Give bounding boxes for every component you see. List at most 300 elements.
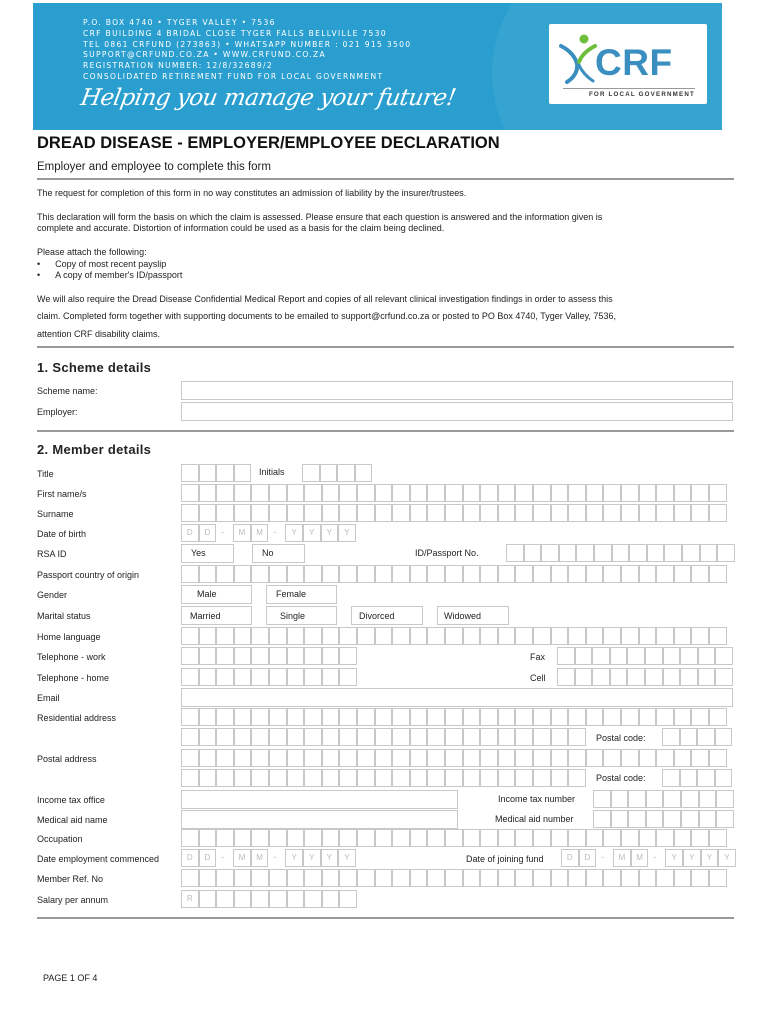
passport-country-cell[interactable] (621, 565, 639, 583)
residential-address-cell[interactable] (181, 728, 199, 746)
surname-cell[interactable] (392, 504, 410, 522)
passport-country-cell[interactable] (427, 565, 445, 583)
telephone-work-cell[interactable] (269, 647, 287, 665)
residential-address-cell[interactable] (603, 708, 621, 726)
member-ref-no-cell[interactable] (463, 869, 481, 887)
first-names-cell[interactable] (216, 484, 234, 502)
postal-address-cell[interactable] (251, 749, 269, 767)
occupation-cell[interactable] (357, 829, 375, 847)
first-names-cell[interactable] (480, 484, 498, 502)
first-names-cell[interactable] (304, 484, 322, 502)
home-language-cell[interactable] (480, 627, 498, 645)
medical-aid-number-cell[interactable] (681, 810, 699, 828)
home-language-cell[interactable] (375, 627, 393, 645)
residential-address-cell[interactable] (498, 708, 516, 726)
postal-address-cell[interactable] (410, 769, 428, 787)
id-passport-cell[interactable] (664, 544, 682, 562)
passport-country-cell[interactable] (216, 565, 234, 583)
postal-address-cell[interactable] (709, 749, 727, 767)
postal-postal-code-cell[interactable] (662, 769, 680, 787)
postal-address-cell[interactable] (199, 769, 217, 787)
residential-address-cell[interactable] (480, 728, 498, 746)
surname-cell[interactable] (568, 504, 586, 522)
postal-address-cell[interactable] (234, 769, 252, 787)
first-names-cell[interactable] (357, 484, 375, 502)
surname-cell[interactable] (586, 504, 604, 522)
date-of-joining-fund-cell[interactable]: Y (701, 849, 719, 867)
rsa-id-yes-option[interactable] (181, 544, 234, 563)
member-ref-no-cell[interactable] (586, 869, 604, 887)
medical-aid-number-cell[interactable] (699, 810, 717, 828)
postal-address-cell[interactable] (463, 749, 481, 767)
surname-cell[interactable] (181, 504, 199, 522)
residential-postal-code-cell[interactable] (697, 728, 715, 746)
home-language-cell[interactable] (586, 627, 604, 645)
residential-address-cell[interactable] (463, 728, 481, 746)
passport-country-cell[interactable] (304, 565, 322, 583)
postal-address-cell[interactable] (533, 749, 551, 767)
residential-address-cell[interactable] (287, 708, 305, 726)
home-language-cell[interactable] (304, 627, 322, 645)
date-employment-commenced-cell[interactable]: D (199, 849, 217, 867)
id-passport-cell[interactable] (524, 544, 542, 562)
occupation-cell[interactable] (639, 829, 657, 847)
income-tax-number-cell[interactable] (663, 790, 681, 808)
occupation-cell[interactable] (375, 829, 393, 847)
id-passport-cell[interactable] (594, 544, 612, 562)
first-names-cell[interactable] (445, 484, 463, 502)
member-ref-no-cell[interactable] (357, 869, 375, 887)
passport-country-cell[interactable] (639, 565, 657, 583)
postal-address-cell[interactable] (568, 769, 586, 787)
first-names-cell[interactable] (586, 484, 604, 502)
date-of-birth-cell[interactable]: M (251, 524, 269, 542)
passport-country-cell[interactable] (691, 565, 709, 583)
telephone-work-cell[interactable] (304, 647, 322, 665)
passport-country-cell[interactable] (251, 565, 269, 583)
salary-cell[interactable] (287, 890, 305, 908)
date-of-birth-cell[interactable]: Y (303, 524, 321, 542)
date-employment-commenced-cell[interactable]: M (233, 849, 251, 867)
postal-address-cell[interactable] (339, 749, 357, 767)
occupation-cell[interactable] (621, 829, 639, 847)
occupation-cell[interactable] (216, 829, 234, 847)
title-cell[interactable] (181, 464, 199, 482)
residential-address-cell[interactable] (322, 728, 340, 746)
date-of-joining-fund-cell[interactable]: D (561, 849, 579, 867)
postal-address-cell[interactable] (287, 769, 305, 787)
cell-number-cell[interactable] (680, 668, 698, 686)
surname-cell[interactable] (234, 504, 252, 522)
home-language-cell[interactable] (621, 627, 639, 645)
postal-address-cell[interactable] (568, 749, 586, 767)
cell-number-cell[interactable] (627, 668, 645, 686)
home-language-cell[interactable] (568, 627, 586, 645)
id-passport-cell[interactable] (576, 544, 594, 562)
member-ref-no-cell[interactable] (375, 869, 393, 887)
first-names-cell[interactable] (322, 484, 340, 502)
home-language-cell[interactable] (463, 627, 481, 645)
salary-cell[interactable]: R (181, 890, 199, 908)
postal-address-cell[interactable] (691, 749, 709, 767)
postal-address-cell[interactable] (427, 769, 445, 787)
surname-cell[interactable] (251, 504, 269, 522)
first-names-cell[interactable] (639, 484, 657, 502)
occupation-cell[interactable] (234, 829, 252, 847)
first-names-cell[interactable] (375, 484, 393, 502)
occupation-cell[interactable] (322, 829, 340, 847)
member-ref-no-cell[interactable] (287, 869, 305, 887)
member-ref-no-cell[interactable] (181, 869, 199, 887)
residential-address-cell[interactable] (533, 728, 551, 746)
occupation-cell[interactable] (568, 829, 586, 847)
surname-cell[interactable] (603, 504, 621, 522)
income-tax-number-cell[interactable] (646, 790, 664, 808)
cell-number-cell[interactable] (592, 668, 610, 686)
member-ref-no-cell[interactable] (621, 869, 639, 887)
telephone-home-cell[interactable] (287, 668, 305, 686)
salary-cell[interactable] (322, 890, 340, 908)
postal-address-cell[interactable] (445, 769, 463, 787)
date-employment-commenced-cell[interactable]: Y (303, 849, 321, 867)
first-names-cell[interactable] (199, 484, 217, 502)
passport-country-cell[interactable] (498, 565, 516, 583)
income-tax-number-cell[interactable] (716, 790, 734, 808)
home-language-cell[interactable] (498, 627, 516, 645)
surname-cell[interactable] (339, 504, 357, 522)
passport-country-cell[interactable] (674, 565, 692, 583)
passport-country-cell[interactable] (515, 565, 533, 583)
fax-cell[interactable] (575, 647, 593, 665)
date-employment-commenced-cell[interactable]: D (181, 849, 199, 867)
residential-address-cell[interactable] (427, 708, 445, 726)
residential-address-cell[interactable] (339, 728, 357, 746)
passport-country-cell[interactable] (269, 565, 287, 583)
residential-address-cell[interactable] (445, 708, 463, 726)
salary-cell[interactable] (304, 890, 322, 908)
occupation-cell[interactable] (586, 829, 604, 847)
telephone-work-cell[interactable] (251, 647, 269, 665)
home-language-cell[interactable] (181, 627, 199, 645)
first-names-cell[interactable] (463, 484, 481, 502)
passport-country-cell[interactable] (181, 565, 199, 583)
member-ref-no-cell[interactable] (656, 869, 674, 887)
date-of-joining-fund-cell[interactable]: Y (718, 849, 736, 867)
surname-cell[interactable] (199, 504, 217, 522)
residential-address-cell[interactable] (199, 728, 217, 746)
home-language-cell[interactable] (709, 627, 727, 645)
residential-address-cell[interactable] (216, 708, 234, 726)
postal-address-cell[interactable] (375, 749, 393, 767)
residential-address-cell[interactable] (480, 708, 498, 726)
fax-cell[interactable] (645, 647, 663, 665)
residential-postal-code-cell[interactable] (680, 728, 698, 746)
salary-cell[interactable] (199, 890, 217, 908)
surname-cell[interactable] (709, 504, 727, 522)
postal-address-cell[interactable] (339, 769, 357, 787)
member-ref-no-cell[interactable] (234, 869, 252, 887)
member-ref-no-cell[interactable] (427, 869, 445, 887)
first-names-cell[interactable] (287, 484, 305, 502)
id-passport-cell[interactable] (629, 544, 647, 562)
passport-country-cell[interactable] (322, 565, 340, 583)
residential-address-cell[interactable] (304, 708, 322, 726)
telephone-home-cell[interactable] (304, 668, 322, 686)
id-passport-cell[interactable] (700, 544, 718, 562)
telephone-work-cell[interactable] (216, 647, 234, 665)
postal-postal-code-cell[interactable] (680, 769, 698, 787)
postal-address-cell[interactable] (498, 749, 516, 767)
first-names-cell[interactable] (709, 484, 727, 502)
residential-address-cell[interactable] (427, 728, 445, 746)
postal-address-cell[interactable] (322, 769, 340, 787)
occupation-cell[interactable] (445, 829, 463, 847)
telephone-home-cell[interactable] (322, 668, 340, 686)
residential-address-cell[interactable] (375, 728, 393, 746)
home-language-cell[interactable] (533, 627, 551, 645)
occupation-cell[interactable] (463, 829, 481, 847)
residential-address-cell[interactable] (515, 728, 533, 746)
residential-address-cell[interactable] (251, 728, 269, 746)
title-cell[interactable] (234, 464, 252, 482)
residential-address-cell[interactable] (463, 708, 481, 726)
residential-address-cell[interactable] (216, 728, 234, 746)
postal-address-cell[interactable] (498, 769, 516, 787)
residential-address-cell[interactable] (287, 728, 305, 746)
date-employment-commenced-cell[interactable]: M (251, 849, 269, 867)
telephone-work-cell[interactable] (234, 647, 252, 665)
surname-cell[interactable] (674, 504, 692, 522)
cell-number-cell[interactable] (698, 668, 716, 686)
postal-address-cell[interactable] (357, 769, 375, 787)
passport-country-cell[interactable] (287, 565, 305, 583)
residential-address-cell[interactable] (392, 728, 410, 746)
occupation-cell[interactable] (251, 829, 269, 847)
postal-address-cell[interactable] (515, 769, 533, 787)
fax-cell[interactable] (592, 647, 610, 665)
residential-address-cell[interactable] (568, 708, 586, 726)
occupation-cell[interactable] (691, 829, 709, 847)
cell-number-cell[interactable] (645, 668, 663, 686)
fax-cell[interactable] (715, 647, 733, 665)
medical-aid-number-cell[interactable] (628, 810, 646, 828)
postal-address-cell[interactable] (322, 749, 340, 767)
medical-aid-name-input[interactable] (181, 810, 458, 829)
residential-address-cell[interactable] (533, 708, 551, 726)
first-names-cell[interactable] (568, 484, 586, 502)
member-ref-no-cell[interactable] (392, 869, 410, 887)
occupation-cell[interactable] (410, 829, 428, 847)
passport-country-cell[interactable] (480, 565, 498, 583)
residential-address-cell[interactable] (392, 708, 410, 726)
telephone-work-cell[interactable] (339, 647, 357, 665)
member-ref-no-cell[interactable] (445, 869, 463, 887)
residential-address-cell[interactable] (410, 728, 428, 746)
postal-address-cell[interactable] (586, 749, 604, 767)
id-passport-cell[interactable] (612, 544, 630, 562)
cell-number-cell[interactable] (715, 668, 733, 686)
medical-aid-number-cell[interactable] (716, 810, 734, 828)
first-names-cell[interactable] (691, 484, 709, 502)
residential-address-cell[interactable] (551, 708, 569, 726)
postal-address-cell[interactable] (287, 749, 305, 767)
occupation-cell[interactable] (480, 829, 498, 847)
residential-address-cell[interactable] (445, 728, 463, 746)
cell-number-cell[interactable] (557, 668, 575, 686)
member-ref-no-cell[interactable] (551, 869, 569, 887)
postal-postal-code-cell[interactable] (715, 769, 733, 787)
date-of-birth-cell[interactable]: M (233, 524, 251, 542)
postal-address-cell[interactable] (181, 769, 199, 787)
postal-address-cell[interactable] (621, 749, 639, 767)
telephone-home-cell[interactable] (251, 668, 269, 686)
date-employment-commenced-cell[interactable]: Y (338, 849, 356, 867)
home-language-cell[interactable] (674, 627, 692, 645)
postal-address-cell[interactable] (234, 749, 252, 767)
passport-country-cell[interactable] (656, 565, 674, 583)
medical-aid-number-cell[interactable] (646, 810, 664, 828)
surname-cell[interactable] (656, 504, 674, 522)
surname-cell[interactable] (427, 504, 445, 522)
date-of-joining-fund-cell[interactable]: D (579, 849, 597, 867)
surname-cell[interactable] (463, 504, 481, 522)
passport-country-cell[interactable] (551, 565, 569, 583)
member-ref-no-cell[interactable] (269, 869, 287, 887)
home-language-cell[interactable] (339, 627, 357, 645)
employer-input[interactable] (181, 402, 733, 421)
telephone-work-cell[interactable] (199, 647, 217, 665)
residential-address-cell[interactable] (234, 708, 252, 726)
salary-cell[interactable] (216, 890, 234, 908)
home-language-cell[interactable] (656, 627, 674, 645)
postal-address-cell[interactable] (216, 769, 234, 787)
surname-cell[interactable] (551, 504, 569, 522)
date-employment-commenced-cell[interactable]: Y (285, 849, 303, 867)
postal-address-cell[interactable] (463, 769, 481, 787)
salary-cell[interactable] (269, 890, 287, 908)
postal-address-cell[interactable] (551, 749, 569, 767)
date-of-birth-cell[interactable]: D (199, 524, 217, 542)
postal-address-cell[interactable] (533, 769, 551, 787)
initials-cell[interactable] (320, 464, 338, 482)
initials-cell[interactable] (302, 464, 320, 482)
postal-address-cell[interactable] (304, 749, 322, 767)
id-passport-cell[interactable] (506, 544, 524, 562)
id-passport-cell[interactable] (647, 544, 665, 562)
member-ref-no-cell[interactable] (603, 869, 621, 887)
surname-cell[interactable] (691, 504, 709, 522)
residential-address-cell[interactable] (674, 708, 692, 726)
date-of-joining-fund-cell[interactable]: Y (683, 849, 701, 867)
home-language-cell[interactable] (357, 627, 375, 645)
postal-address-cell[interactable] (181, 749, 199, 767)
residential-postal-code-cell[interactable] (662, 728, 680, 746)
fax-cell[interactable] (698, 647, 716, 665)
residential-address-cell[interactable] (410, 708, 428, 726)
income-tax-number-cell[interactable] (593, 790, 611, 808)
home-language-cell[interactable] (287, 627, 305, 645)
occupation-cell[interactable] (392, 829, 410, 847)
home-language-cell[interactable] (410, 627, 428, 645)
passport-country-cell[interactable] (709, 565, 727, 583)
title-cell[interactable] (216, 464, 234, 482)
home-language-cell[interactable] (392, 627, 410, 645)
occupation-cell[interactable] (533, 829, 551, 847)
salary-cell[interactable] (339, 890, 357, 908)
date-of-joining-fund-cell[interactable]: M (613, 849, 631, 867)
first-names-cell[interactable] (251, 484, 269, 502)
occupation-cell[interactable] (287, 829, 305, 847)
surname-cell[interactable] (269, 504, 287, 522)
surname-cell[interactable] (480, 504, 498, 522)
residential-address-cell[interactable] (691, 708, 709, 726)
residential-address-cell[interactable] (498, 728, 516, 746)
residential-address-cell[interactable] (269, 708, 287, 726)
residential-address-cell[interactable] (269, 728, 287, 746)
occupation-cell[interactable] (656, 829, 674, 847)
occupation-cell[interactable] (603, 829, 621, 847)
income-tax-office-input[interactable] (181, 790, 458, 809)
postal-address-cell[interactable] (656, 749, 674, 767)
date-of-joining-fund-cell[interactable]: Y (665, 849, 683, 867)
id-passport-cell[interactable] (717, 544, 735, 562)
member-ref-no-cell[interactable] (410, 869, 428, 887)
home-language-cell[interactable] (322, 627, 340, 645)
occupation-cell[interactable] (339, 829, 357, 847)
initials-cell[interactable] (337, 464, 355, 482)
passport-country-cell[interactable] (568, 565, 586, 583)
surname-cell[interactable] (639, 504, 657, 522)
surname-cell[interactable] (533, 504, 551, 522)
residential-address-cell[interactable] (357, 708, 375, 726)
telephone-home-cell[interactable] (181, 668, 199, 686)
residential-address-cell[interactable] (709, 708, 727, 726)
salary-cell[interactable] (234, 890, 252, 908)
residential-address-cell[interactable] (234, 728, 252, 746)
member-ref-no-cell[interactable] (322, 869, 340, 887)
surname-cell[interactable] (304, 504, 322, 522)
residential-address-cell[interactable] (621, 708, 639, 726)
occupation-cell[interactable] (181, 829, 199, 847)
income-tax-number-cell[interactable] (628, 790, 646, 808)
occupation-cell[interactable] (674, 829, 692, 847)
home-language-cell[interactable] (445, 627, 463, 645)
home-language-cell[interactable] (251, 627, 269, 645)
passport-country-cell[interactable] (410, 565, 428, 583)
residential-address-cell[interactable] (322, 708, 340, 726)
home-language-cell[interactable] (269, 627, 287, 645)
residential-address-cell[interactable] (639, 708, 657, 726)
residential-address-cell[interactable] (656, 708, 674, 726)
first-names-cell[interactable] (427, 484, 445, 502)
telephone-work-cell[interactable] (181, 647, 199, 665)
member-ref-no-cell[interactable] (304, 869, 322, 887)
income-tax-number-cell[interactable] (681, 790, 699, 808)
first-names-cell[interactable] (392, 484, 410, 502)
date-employment-commenced-cell[interactable]: Y (321, 849, 339, 867)
cell-number-cell[interactable] (575, 668, 593, 686)
date-of-birth-cell[interactable]: D (181, 524, 199, 542)
first-names-cell[interactable] (339, 484, 357, 502)
residential-address-cell[interactable] (568, 728, 586, 746)
residential-address-cell[interactable] (304, 728, 322, 746)
occupation-cell[interactable] (199, 829, 217, 847)
surname-cell[interactable] (410, 504, 428, 522)
residential-address-cell[interactable] (181, 708, 199, 726)
first-names-cell[interactable] (498, 484, 516, 502)
member-ref-no-cell[interactable] (568, 869, 586, 887)
home-language-cell[interactable] (234, 627, 252, 645)
